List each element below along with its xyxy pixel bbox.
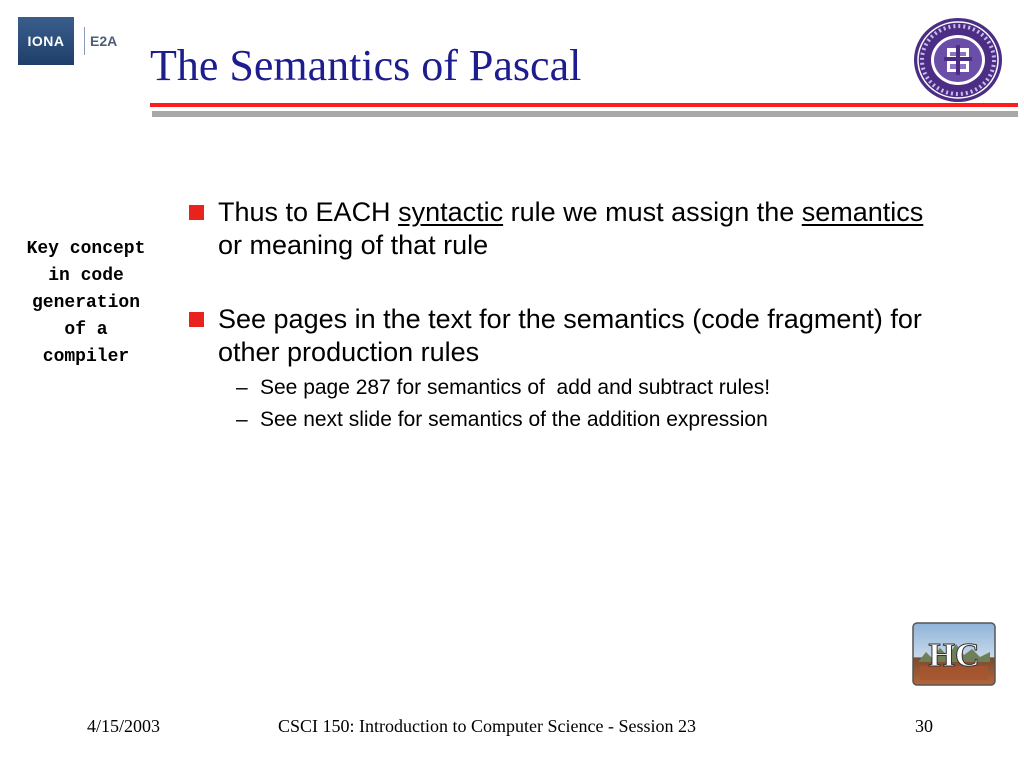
sub-bullet-text: See page 287 for semantics of add and subtract rules!	[260, 376, 771, 399]
sub-bullet-list	[186, 372, 946, 436]
hc-logo-text: HC	[928, 637, 980, 674]
bullet-item	[186, 303, 946, 369]
slide-title: The Semantics of Pascal	[150, 41, 582, 90]
underlined-term: semantics	[801, 197, 924, 227]
footer-course: CSCI 150: Introduction to Computer Science - Session 23	[278, 716, 696, 736]
title-rule-gray	[152, 111, 1018, 117]
title-rule-red	[150, 103, 1018, 107]
sub-bullet-item	[186, 404, 946, 436]
dash-bullet-icon: –	[236, 408, 248, 431]
square-bullet-icon	[189, 312, 204, 327]
dash-bullet-icon: –	[236, 376, 248, 399]
bullet-text: Thus to EACH	[218, 197, 399, 227]
sub-bullet-item	[186, 372, 946, 404]
iona-e2a-logo	[18, 17, 130, 65]
bullet-text: or meaning of that rule	[218, 230, 489, 260]
underlined-term: syntactic	[398, 197, 504, 227]
footer-page-number: 30	[915, 716, 933, 736]
sub-bullet-text: See next slide for semantics of the addition expression	[260, 408, 768, 431]
bullet-text: rule we must assign the	[503, 197, 802, 227]
note-line: of a	[64, 320, 108, 340]
e2a-logo-text: E2A	[90, 33, 118, 49]
college-seal-icon	[912, 16, 1004, 104]
iona-logo-badge: IONA	[18, 17, 74, 65]
logo-divider	[84, 27, 85, 55]
hc-logo-icon	[912, 622, 996, 686]
note-line: in code	[48, 266, 124, 286]
note-line: Key concept	[26, 239, 146, 259]
bullet-list	[186, 196, 946, 436]
square-bullet-icon	[189, 205, 204, 220]
bullet-item	[186, 196, 946, 262]
footer-date: 4/15/2003	[87, 716, 161, 736]
bullet-text: See pages in the text for the semantics (code fragment) for other production rules	[218, 304, 922, 367]
note-line: generation	[31, 293, 141, 313]
key-concept-note	[6, 236, 166, 371]
note-line: compiler	[42, 347, 130, 367]
